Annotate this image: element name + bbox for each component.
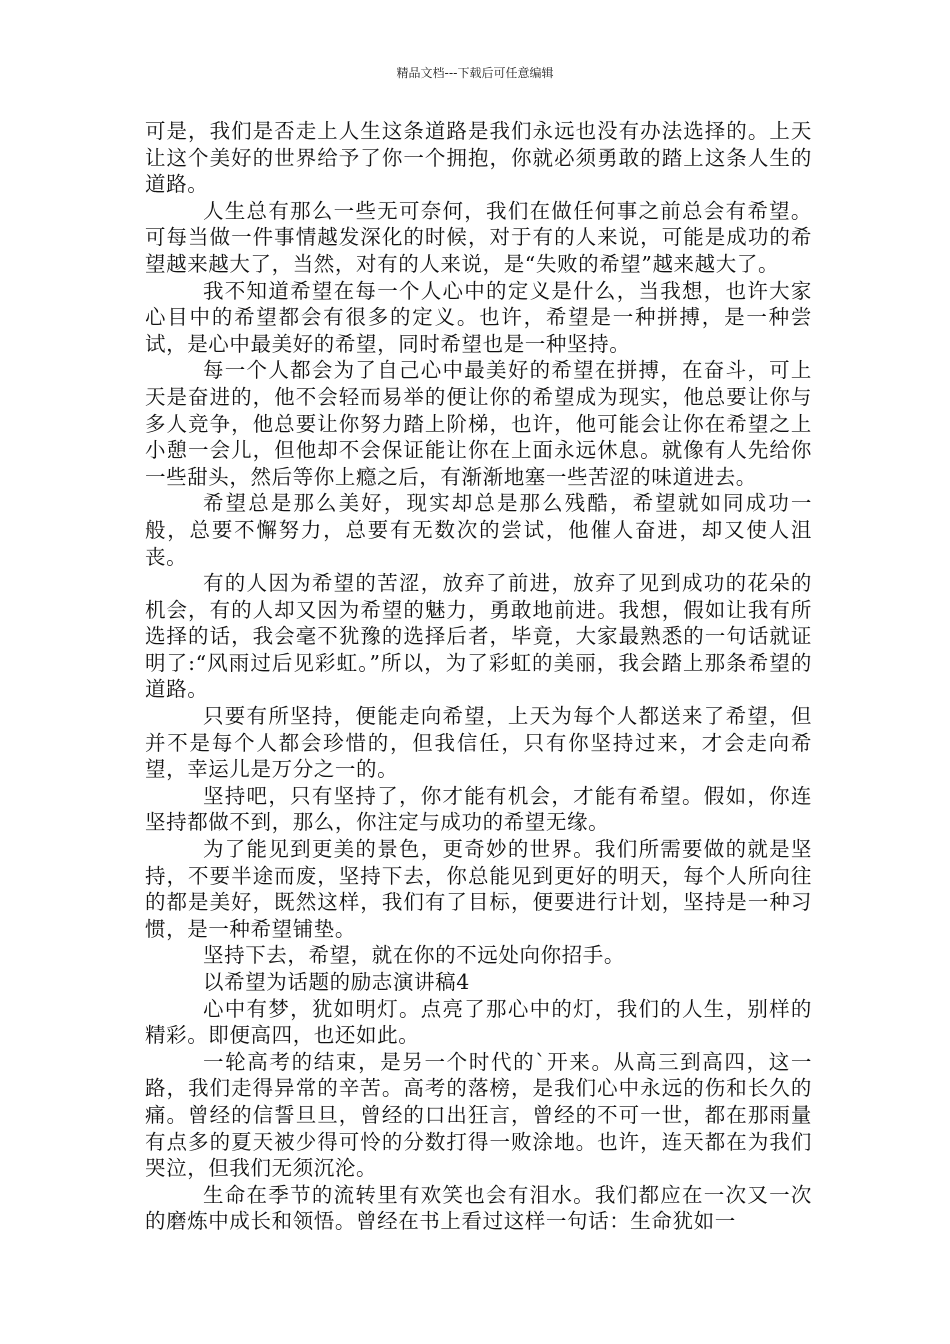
paragraph-11: 以希望为话题的励志演讲稿4 (203, 970, 470, 994)
paragraph-14: 生命在季节的流转里有欢笑也会有泪水。我们都应在一次又一次的磨炼中成长和领悟。曾经在书上看过这样一句话：生命犹如一 (145, 1182, 812, 1234)
paragraph-4: 每一个人都会为了自己心中最美好的希望在拼搏，在奋斗，可上天是奋进的，他不会轻而易举的便让你的希望成为现实，他总要让你与多人竞争，他总要让你努力踏上阶梯，也许，他可能会让你在希望之上小憩一会儿，但他却不会保证能让你在上面永远休息。就像有人先给你一些甜头，然后等你上瘾之后，有渐渐地塞一些苦涩的味道进去。 (145, 358, 812, 489)
page-header: 精品文档---下载后可任意编辑 (396, 66, 554, 80)
paragraph-6: 有的人因为希望的苦涩，放弃了前进，放弃了见到成功的花朵的机会，有的人却又因为希望的魅力，勇敢地前进。我想，假如让我有所选择的话，我会毫不犹豫的选择后者，毕竟，大家最熟悉的一句话就证明了:“风雨过后见彩虹。”所以，为了彩虹的美丽，我会踏上那条希望的道路。 (145, 571, 812, 702)
paragraph-10: 坚持下去，希望，就在你的不远处向你招手。 (203, 943, 625, 968)
paragraph-8: 坚持吧，只有坚持了，你才能有机会，才能有希望。假如，你连坚持都做不到，那么，你注定与成功的希望无缘。 (145, 783, 812, 835)
paragraph-5: 希望总是那么美好，现实却总是那么残酷，希望就如同成功一般，总要不懈努力，总要有无数次的尝试，他催人奋进，却又使人沮丧。 (145, 491, 812, 569)
paragraph-12: 心中有梦，犹如明灯。点亮了那心中的灯，我们的人生，别样的精彩。即便高四，也还如此。 (145, 996, 812, 1048)
document-body (145, 118, 812, 1235)
paragraph-13: 一轮高考的结束，是另一个时代的`开来。从高三到高四，这一路，我们走得异常的辛苦。高考的落榜，是我们心中永远的伤和长久的痛。曾经的信誓旦旦，曾经的口出狂言，曾经的不可一世，都在那雨量有点多的夏天被少得可怜的分数打得一败涂地。也许，连天都在为我们哭泣，但我们无须沉沦。 (145, 1049, 812, 1181)
paragraph-9: 为了能见到更美的景色，更奇妙的世界。我们所需要做的就是坚持，不要半途而废，坚持下去，你总能见到更好的明天，每个人所向往的都是美好，既然这样，我们有了目标，便要进行计划，坚持是一种习惯，是一种希望铺垫。 (145, 837, 812, 941)
paragraph-1: 可是，我们是否走上人生这条道路是我们永远也没有办法选择的。上天让这个美好的世界给予了你一个拥抱，你就必须勇敢的踏上这条人生的道路。 (145, 119, 812, 197)
paragraph-2: 人生总有那么一些无可奈何，我们在做任何事之前总会有希望。可每当做一件事情越发深化的时候，对于有的人来说，可能是成功的希望越来越大了，当然，对有的人来说，是“失败的希望”越来越大了。 (145, 198, 812, 276)
paragraph-3: 我不知道希望在每一个人心中的定义是什么，当我想，也许大家心目中的希望都会有很多的定义。也许，希望是一种拼搏，是一种尝试，是心中最美好的希望，同时希望也是一种坚持。 (145, 278, 812, 356)
paragraph-7: 只要有所坚持，便能走向希望，上天为每个人都送来了希望，但并不是每个人都会珍惜的，但我信任，只有你坚持过来，才会走向希望，幸运儿是万分之一的。 (145, 704, 812, 782)
